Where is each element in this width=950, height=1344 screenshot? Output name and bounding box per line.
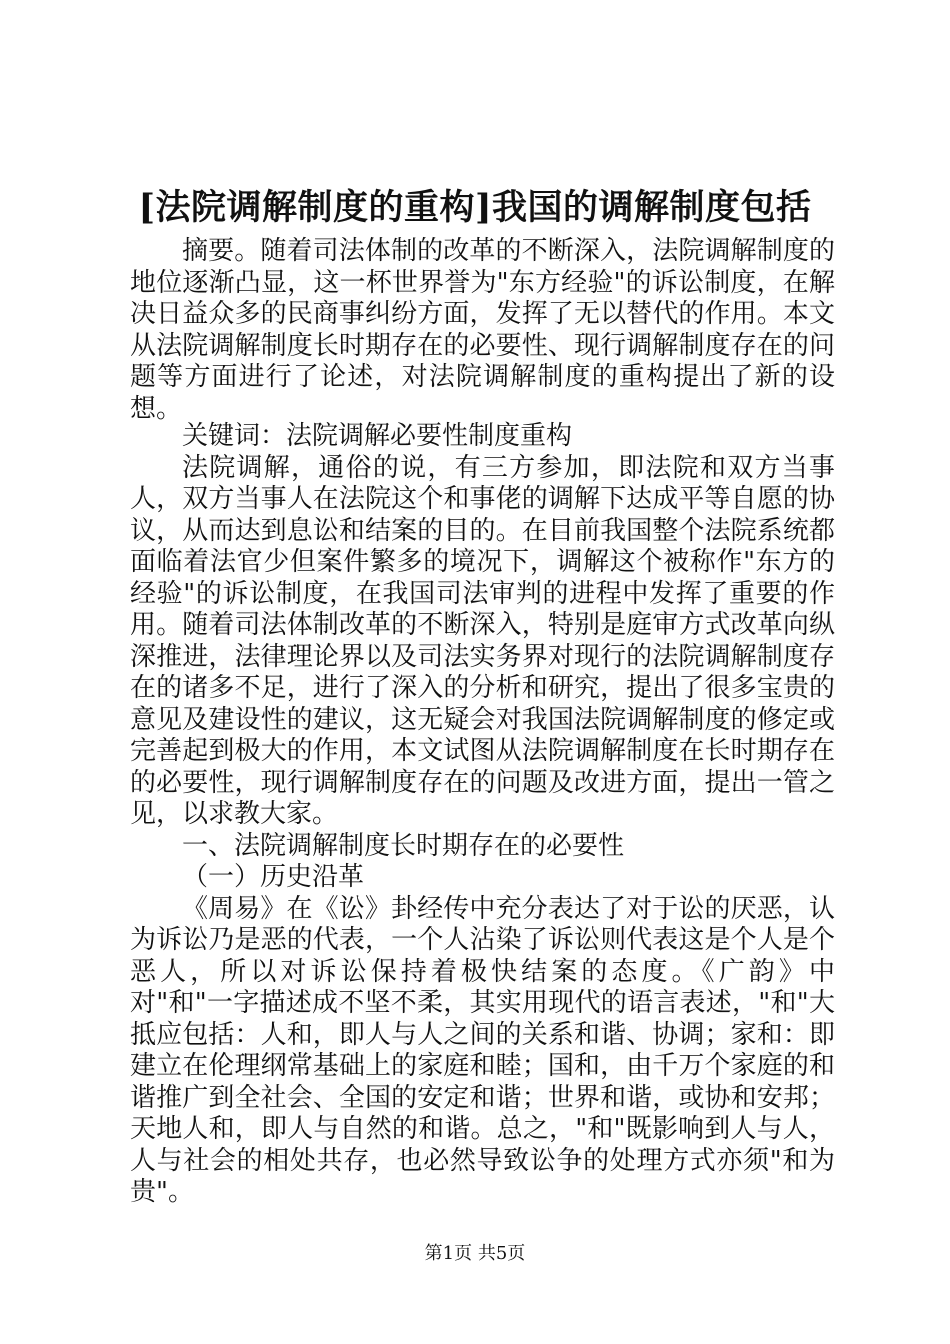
abstract-paragraph: 摘要。随着司法体制的改革的不断深入，法院调解制度的地位逐渐凸显，这一杯世界誉为"东方经验"的诉讼制度，在解决日益众多的民商事纠纷方面，发挥了无以替代的作用。本文从法院调解制度长时期存在的必要性、现行调解制度存在的问题等方面进行了论述，对法院调解制度的重构提出了新的设想。 bbox=[130, 236, 835, 424]
keywords-line: 关键词：法院调解必要性制度重构 bbox=[182, 421, 573, 451]
history-paragraph: 《周易》在《讼》卦经传中充分表达了对于讼的厌恶，认为诉讼乃是恶的代表，一个人沾染了诉讼则代表这是个人是个恶人，所以对诉讼保持着极快结案的态度。《广韵》中对"和"一字描述成不坚不柔，其实用现代的语言表述，"和"大抵应包括：人和，即人与人之间的关系和谐、协调；家和：即建立在伦理纲常基础上的家庭和睦；国和，由千万个家庭的和谐推广到全社会、全国的安定和谐；世界和谐，或协和安邦；天地人和，即人与自然的和谐。总之，"和"既影响到人与人，人与社会的相处共存，也必然导致讼争的处理方式亦须"和为贵"。 bbox=[130, 893, 835, 1207]
abstract-block bbox=[130, 236, 835, 425]
document-title: [法院调解制度的重构]我国的调解制度包括 bbox=[138, 187, 812, 228]
main-body bbox=[130, 421, 835, 1209]
section-heading: 一、法院调解制度长时期存在的必要性 bbox=[182, 830, 625, 861]
subsection-heading: （一）历史沿革 bbox=[182, 862, 365, 892]
intro-paragraph: 法院调解，通俗的说，有三方参加，即法院和双方当事人，双方当事人在法院这个和事佬的调解下达成平等自愿的协议，从而达到息讼和结案的目的。在目前我国整个法院系统都面临着法官少但案件繁多的境况下，调解这个被称作"东方的经验"的诉讼制度，在我国司法审判的进程中发挥了重要的作用。随着司法体制改革的不断深入，特别是庭审方式改革向纵深推进，法律理论界以及司法实务界对现行的法院调解制度存在的诸多不足，进行了深入的分析和研究，提出了很多宝贵的意见及建设性的建议，这无疑会对我国法院调解制度的修定或完善起到极大的作用，本文试图从法院调解制度在长时期存在的必要性，现行调解制度存在的问题及改进方面，提出一管之见，以求教大家。 bbox=[130, 452, 835, 829]
page-number-footer: 第1页 共5页 bbox=[424, 1243, 526, 1264]
